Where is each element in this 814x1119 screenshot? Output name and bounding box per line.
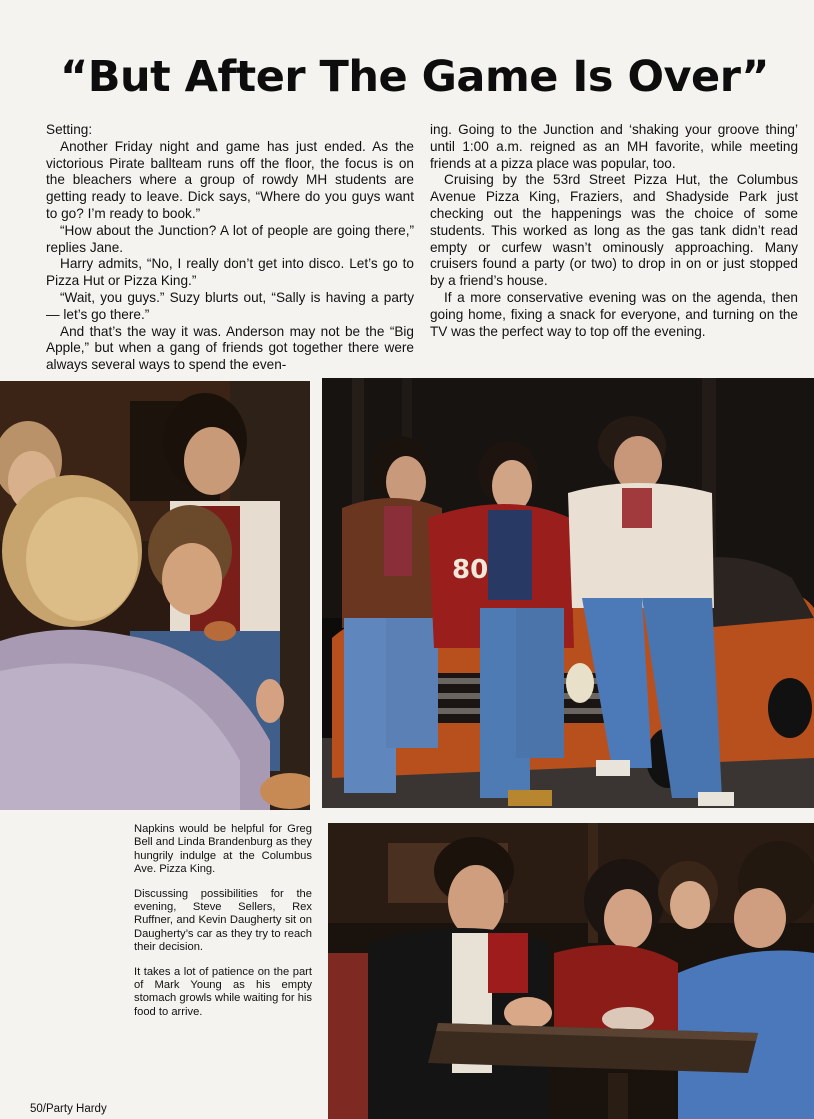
- photo-car-group: [322, 378, 814, 808]
- caption-car-group: Discussing possibilities for the evening, Steve Sellers, Rex Ruffner, and Kevin Daugherty sit on Daugherty’s car as they try to reach their decision.: [134, 887, 312, 954]
- article-paragraph: Setting:: [46, 122, 93, 137]
- page-folio: 50/Party Hardy: [30, 1103, 107, 1115]
- article-paragraph: If a more conservative evening was on the agenda, then going home, fixing a snack for everyone, and turning on the TV was the perfect way to top off the evening.: [430, 289, 798, 339]
- caption-pizza-eating: Napkins would be helpful for Greg Bell and Linda Brandenburg as they hungrily indulge at the Columbus Ave. Pizza King.: [134, 823, 312, 876]
- photo-captions: [134, 823, 312, 1030]
- photo-icon: [0, 381, 310, 810]
- article-paragraph: Harry admits, “No, I really don’t get into disco. Let’s go to Pizza Hut or Pizza King.”: [46, 256, 414, 289]
- article-paragraph: “How about the Junction? A lot of people are going there,” replies Jane.: [46, 222, 414, 255]
- article-paragraph: Another Friday night and game has just ended. As the victorious Pirate ballteam runs off the floor, the focus is on the bleachers where a group of rowdy MH students are getting ready to leave. Dick says, “Where do you guys want to go? I’m ready to book.”: [46, 138, 414, 221]
- page-title: “But After The Game Is Over”: [60, 52, 769, 102]
- article-column-right: [430, 122, 798, 340]
- photo-icon: [322, 378, 814, 808]
- svg-text:80: 80: [452, 555, 489, 585]
- photo-restaurant-table: [328, 823, 814, 1119]
- article-paragraph: “Wait, you guys.” Suzy blurts out, “Sally is having a party — let’s go there.”: [46, 289, 414, 322]
- article-paragraph: Cruising by the 53rd Street Pizza Hut, the Columbus Avenue Pizza King, Fraziers, and Shadyside Park just checking out the happenings was the choice of some students. This worked as long as the gas tank didn’t read empty or curfew wasn’t ominously approaching. Many cruisers found a party (or two) to drop in on or just stopped by a friend’s house.: [430, 172, 798, 289]
- article-column-left: [46, 122, 414, 374]
- article-paragraph: And that’s the way it was. Anderson may not be the “Big Apple,” but when a gang of friends got together there were always several ways to spend the even-: [46, 323, 414, 373]
- photo-pizza-eating: [0, 381, 310, 810]
- caption-restaurant-table: It takes a lot of patience on the part of Mark Young as his empty stomach growls while waiting for his food to arrive.: [134, 965, 312, 1018]
- photo-icon: [328, 823, 814, 1119]
- article-paragraph: ing. Going to the Junction and ‘shaking your groove thing’ until 1:00 a.m. reigned as an MH favorite, while meeting friends at a pizza place was popular, too.: [430, 122, 798, 171]
